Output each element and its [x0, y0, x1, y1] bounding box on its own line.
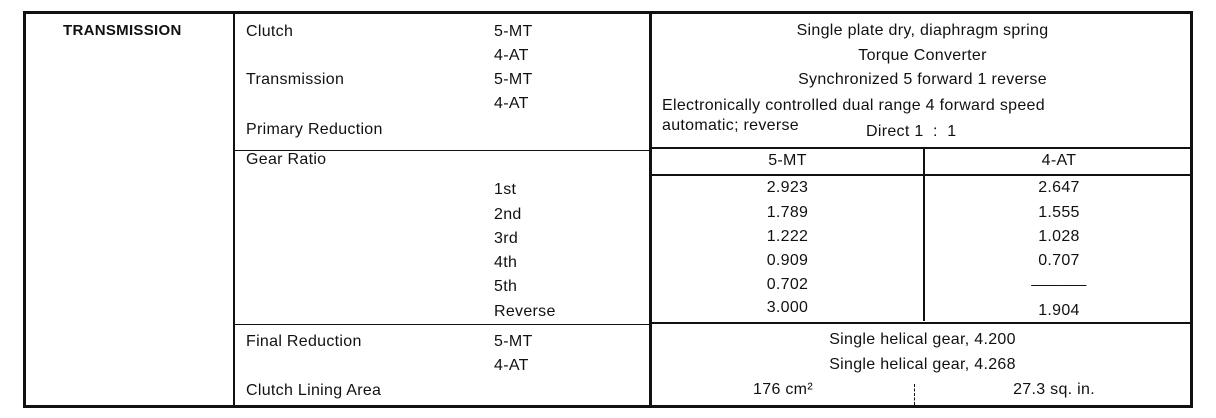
- gear-ratio-label: Gear Ratio: [246, 151, 327, 168]
- gear-name: Reverse: [494, 303, 556, 320]
- final-reduction-label: Final Reduction: [246, 333, 362, 350]
- clutch-lining-label: Clutch Lining Area: [246, 382, 382, 399]
- clutch-lining-imperial: 27.3 sq. in.: [1013, 381, 1095, 398]
- gear-mt-ratio: 3.000: [766, 299, 809, 316]
- gear-name: 1st: [494, 181, 517, 198]
- primary-reduction-value: Direct 1 : 1: [866, 123, 957, 140]
- gear-name: 5th: [494, 278, 518, 295]
- gear-name: 2nd: [494, 206, 522, 223]
- gear-name: 4th: [494, 254, 518, 271]
- gear-mt-ratio: 0.702: [766, 276, 809, 293]
- final-reduction-mt-value: Single helical gear, 4.200: [829, 331, 1016, 348]
- clutch-at-value: Torque Converter: [858, 47, 987, 64]
- clutch-label: Clutch: [246, 23, 294, 40]
- transmission-at-value-line2: automatic; reverse: [662, 117, 800, 134]
- divider-final-top: [651, 322, 1193, 324]
- transmission-mt-value: Synchronized 5 forward 1 reverse: [798, 71, 1047, 88]
- gear-name: 3rd: [494, 230, 519, 247]
- gear-mt-ratio: 1.222: [766, 228, 809, 245]
- divider-gear-header-bottom: [651, 174, 1193, 176]
- spec-table: [23, 11, 1193, 408]
- final-reduction-at-label: 4-AT: [494, 357, 529, 374]
- divider-gear-header-top: [651, 147, 1193, 149]
- gear-at-ratio: 1.028: [1038, 228, 1080, 245]
- gear-col-mt-header: 5-MT: [768, 152, 807, 169]
- gear-at-ratio: ______: [1031, 270, 1087, 287]
- transmission-label: Transmission: [246, 71, 345, 88]
- transmission-mt-label: 5-MT: [494, 71, 533, 88]
- transmission-at-value-line1: Electronically controlled dual range 4 forward speed: [662, 97, 1045, 114]
- transmission-at-label: 4-AT: [494, 95, 529, 112]
- final-reduction-mt-label: 5-MT: [494, 333, 533, 350]
- clutch-lining-metric: 176 cm²: [753, 381, 813, 398]
- gear-mt-ratio: 1.789: [766, 204, 809, 221]
- gear-at-ratio: 0.707: [1038, 252, 1080, 269]
- divider-label-final: [235, 324, 649, 325]
- clutch-mt-label: 5-MT: [494, 23, 533, 40]
- gear-at-ratio: 2.647: [1038, 179, 1080, 196]
- gear-at-ratio: 1.904: [1038, 302, 1080, 319]
- section-title: TRANSMISSION: [63, 22, 182, 39]
- primary-reduction-label: Primary Reduction: [246, 121, 383, 138]
- gear-mt-ratio: 2.923: [766, 179, 809, 196]
- clutch-at-label: 4-AT: [494, 47, 529, 64]
- gear-col-at-header: 4-AT: [1041, 152, 1077, 169]
- gear-mt-ratio: 0.909: [766, 252, 809, 269]
- clutch-mt-value: Single plate dry, diaphragm spring: [796, 22, 1049, 39]
- gear-at-ratio: 1.555: [1038, 204, 1080, 221]
- divider-section: [233, 14, 235, 405]
- final-reduction-at-value: Single helical gear, 4.268: [829, 356, 1016, 373]
